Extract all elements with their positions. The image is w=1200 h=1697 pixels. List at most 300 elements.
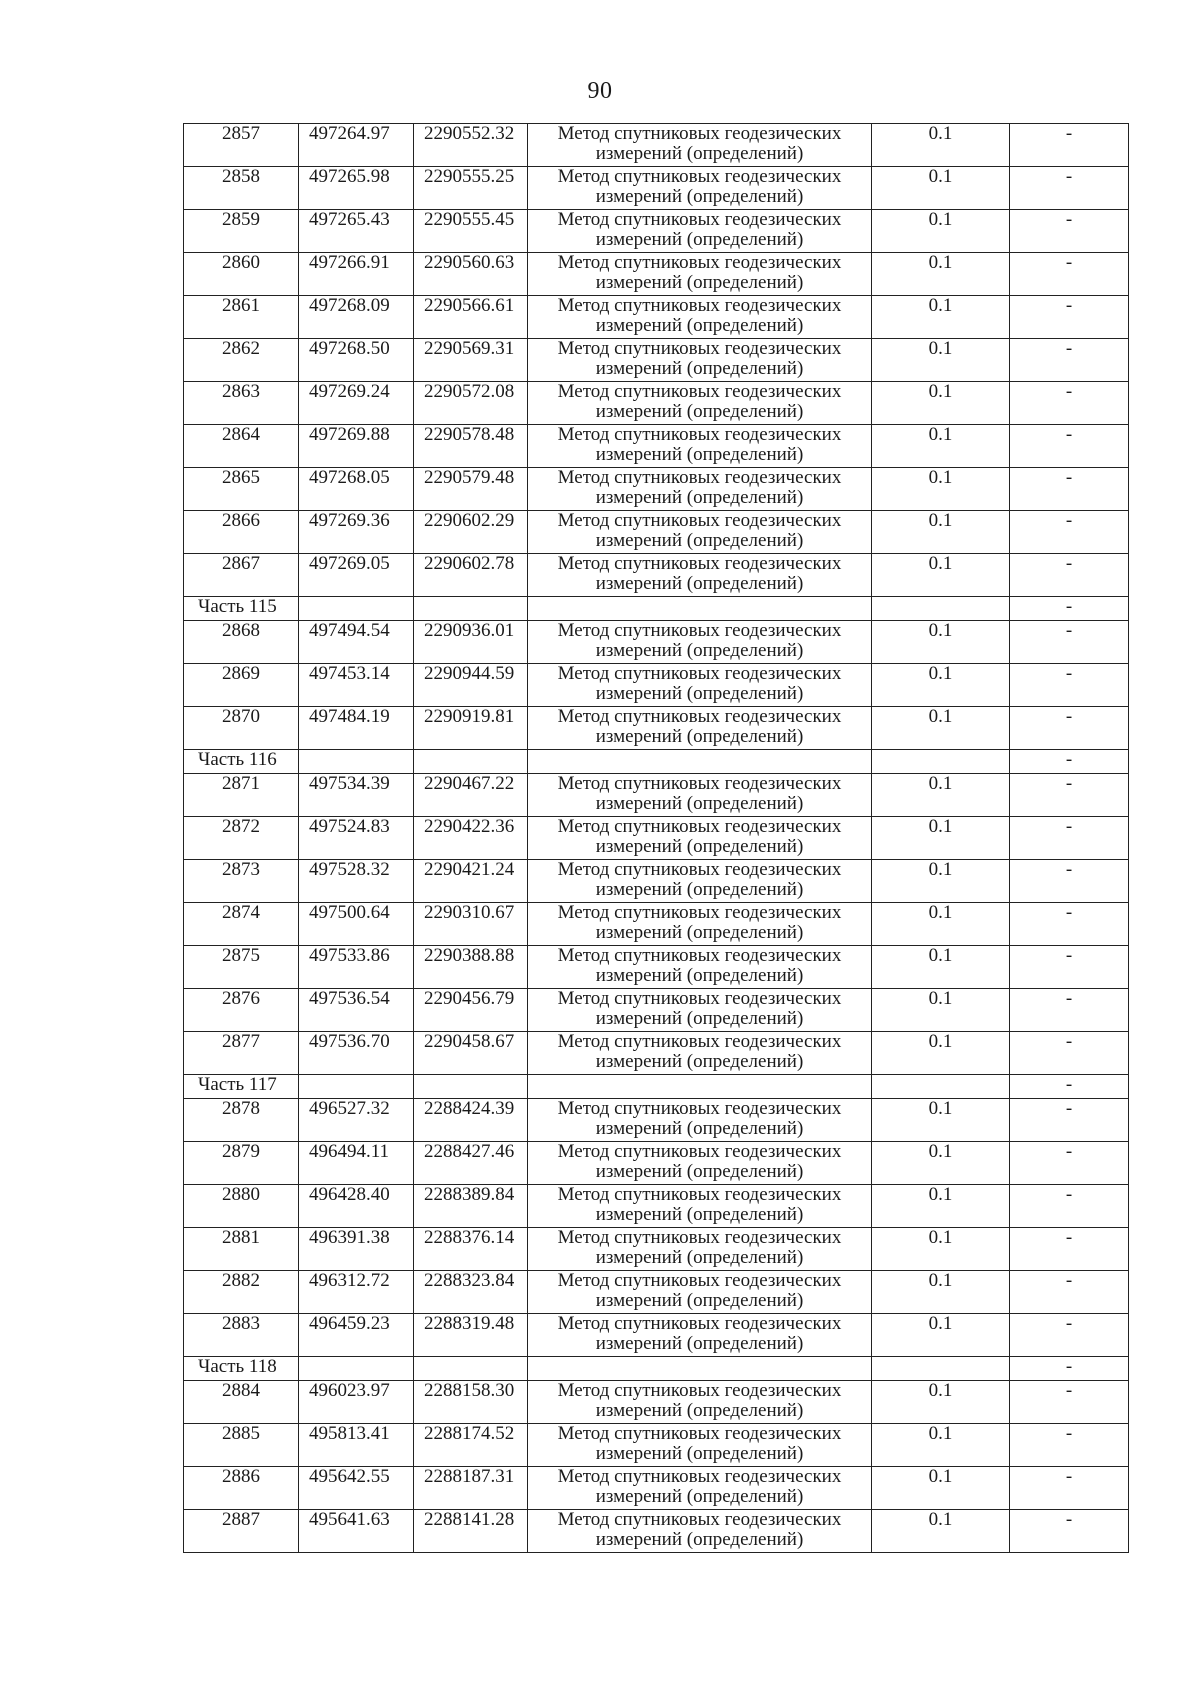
page-number: 90 [587, 78, 613, 104]
note-cell: - [1010, 817, 1129, 860]
method-line: измерений (определений) [595, 1118, 804, 1139]
x-coordinate-cell: 497269.24 [299, 382, 414, 425]
method-line: измерений (определений) [595, 272, 804, 293]
part-label: Часть 116 [184, 750, 299, 774]
y-coordinate-cell: 2290569.31 [414, 339, 528, 382]
part-empty-method-cell [528, 1357, 872, 1381]
method-line: измерений (определений) [595, 573, 804, 594]
method-line: Метод спутниковых геодезических [557, 706, 842, 727]
x-coordinate-cell: 497265.43 [299, 210, 414, 253]
method-cell [528, 210, 872, 253]
point-number-cell: 2861 [184, 296, 299, 339]
x-coordinate-cell: 497268.50 [299, 339, 414, 382]
method-line: измерений (определений) [595, 1008, 804, 1029]
note-cell: - [1010, 903, 1129, 946]
y-coordinate-cell: 2290578.48 [414, 425, 528, 468]
accuracy-cell: 0.1 [872, 1424, 1010, 1467]
method-cell [528, 253, 872, 296]
method-line: измерений (определений) [595, 1290, 804, 1311]
note-cell: - [1010, 946, 1129, 989]
y-coordinate-cell: 2290310.67 [414, 903, 528, 946]
method-line: Метод спутниковых геодезических [557, 816, 842, 837]
note-cell: - [1010, 1424, 1129, 1467]
method-line: измерений (определений) [595, 487, 804, 508]
accuracy-cell: 0.1 [872, 167, 1010, 210]
table-row [184, 124, 1129, 167]
method-line: Метод спутниковых геодезических [557, 1509, 842, 1530]
coordinates-table [183, 123, 1129, 1553]
method-line: Метод спутниковых геодезических [557, 945, 842, 966]
table-row [184, 664, 1129, 707]
x-coordinate-cell: 497536.70 [299, 1032, 414, 1075]
method-cell [528, 1510, 872, 1553]
method-line: Метод спутниковых геодезических [557, 424, 842, 445]
method-line: Метод спутниковых геодезических [557, 1380, 842, 1401]
x-coordinate-cell: 496459.23 [299, 1314, 414, 1357]
note-cell: - [1010, 1185, 1129, 1228]
table-row [184, 296, 1129, 339]
accuracy-cell: 0.1 [872, 1271, 1010, 1314]
x-coordinate-cell: 497524.83 [299, 817, 414, 860]
method-cell [528, 1228, 872, 1271]
point-number-cell: 2876 [184, 989, 299, 1032]
part-header-row [184, 1075, 1129, 1099]
method-line: измерений (определений) [595, 1333, 804, 1354]
part-empty-x-cell [299, 1357, 414, 1381]
note-cell: - [1010, 468, 1129, 511]
method-line: Метод спутниковых геодезических [557, 663, 842, 684]
y-coordinate-cell: 2288141.28 [414, 1510, 528, 1553]
method-line: измерений (определений) [595, 1247, 804, 1268]
method-line: Метод спутниковых геодезических [557, 510, 842, 531]
table-row [184, 817, 1129, 860]
method-line: измерений (определений) [595, 358, 804, 379]
accuracy-cell: 0.1 [872, 860, 1010, 903]
point-number-cell: 2870 [184, 707, 299, 750]
part-note-cell: - [1010, 1075, 1129, 1099]
method-line: измерений (определений) [595, 143, 804, 164]
method-cell [528, 1142, 872, 1185]
method-line: измерений (определений) [595, 879, 804, 900]
method-cell [528, 425, 872, 468]
accuracy-cell: 0.1 [872, 124, 1010, 167]
part-empty-x-cell [299, 597, 414, 621]
point-number-cell: 2882 [184, 1271, 299, 1314]
table-row [184, 1099, 1129, 1142]
method-line: измерений (определений) [595, 922, 804, 943]
x-coordinate-cell: 496527.32 [299, 1099, 414, 1142]
accuracy-cell: 0.1 [872, 1099, 1010, 1142]
table-row [184, 774, 1129, 817]
table-row [184, 1467, 1129, 1510]
table-row [184, 1381, 1129, 1424]
note-cell: - [1010, 554, 1129, 597]
method-line: измерений (определений) [595, 1400, 804, 1421]
point-number-cell: 2883 [184, 1314, 299, 1357]
method-line: Метод спутниковых геодезических [557, 859, 842, 880]
x-coordinate-cell: 496312.72 [299, 1271, 414, 1314]
method-line: Метод спутниковых геодезических [557, 1423, 842, 1444]
accuracy-cell: 0.1 [872, 296, 1010, 339]
part-header-row [184, 597, 1129, 621]
method-line: Метод спутниковых геодезических [557, 166, 842, 187]
table-row [184, 167, 1129, 210]
method-cell [528, 1424, 872, 1467]
x-coordinate-cell: 497264.97 [299, 124, 414, 167]
method-line: Метод спутниковых геодезических [557, 209, 842, 230]
point-number-cell: 2873 [184, 860, 299, 903]
method-line: измерений (определений) [595, 1161, 804, 1182]
point-number-cell: 2866 [184, 511, 299, 554]
method-cell [528, 817, 872, 860]
method-line: Метод спутниковых геодезических [557, 123, 842, 144]
point-number-cell: 2875 [184, 946, 299, 989]
method-cell [528, 554, 872, 597]
method-line: Метод спутниковых геодезических [557, 381, 842, 402]
method-cell [528, 621, 872, 664]
y-coordinate-cell: 2290602.78 [414, 554, 528, 597]
method-line: измерений (определений) [595, 1529, 804, 1550]
point-number-cell: 2879 [184, 1142, 299, 1185]
table-row [184, 253, 1129, 296]
note-cell: - [1010, 707, 1129, 750]
part-label: Часть 117 [184, 1075, 299, 1099]
method-cell [528, 511, 872, 554]
table-row [184, 860, 1129, 903]
part-label: Часть 118 [184, 1357, 299, 1381]
method-line: измерений (определений) [595, 726, 804, 747]
point-number-cell: 2862 [184, 339, 299, 382]
y-coordinate-cell: 2290421.24 [414, 860, 528, 903]
method-cell [528, 1271, 872, 1314]
point-number-cell: 2872 [184, 817, 299, 860]
table-row [184, 946, 1129, 989]
method-line: измерений (определений) [595, 1443, 804, 1464]
note-cell: - [1010, 1510, 1129, 1553]
note-cell: - [1010, 253, 1129, 296]
accuracy-cell: 0.1 [872, 903, 1010, 946]
part-empty-accuracy-cell [872, 750, 1010, 774]
method-line: Метод спутниковых геодезических [557, 773, 842, 794]
part-empty-method-cell [528, 597, 872, 621]
accuracy-cell: 0.1 [872, 1314, 1010, 1357]
point-number-cell: 2878 [184, 1099, 299, 1142]
part-note-cell: - [1010, 597, 1129, 621]
x-coordinate-cell: 497266.91 [299, 253, 414, 296]
y-coordinate-cell: 2290919.81 [414, 707, 528, 750]
method-line: измерений (определений) [595, 401, 804, 422]
method-line: Метод спутниковых геодезических [557, 1098, 842, 1119]
table-row [184, 511, 1129, 554]
method-line: Метод спутниковых геодезических [557, 1227, 842, 1248]
table-row [184, 1424, 1129, 1467]
method-line: Метод спутниковых геодезических [557, 620, 842, 641]
x-coordinate-cell: 497269.05 [299, 554, 414, 597]
table-row [184, 1228, 1129, 1271]
x-coordinate-cell: 497528.32 [299, 860, 414, 903]
table-row [184, 1142, 1129, 1185]
method-line: измерений (определений) [595, 229, 804, 250]
note-cell: - [1010, 296, 1129, 339]
note-cell: - [1010, 664, 1129, 707]
method-cell [528, 339, 872, 382]
note-cell: - [1010, 1381, 1129, 1424]
part-empty-x-cell [299, 1075, 414, 1099]
method-line: измерений (определений) [595, 836, 804, 857]
accuracy-cell: 0.1 [872, 707, 1010, 750]
method-line: Метод спутниковых геодезических [557, 988, 842, 1009]
accuracy-cell: 0.1 [872, 1228, 1010, 1271]
x-coordinate-cell: 497453.14 [299, 664, 414, 707]
method-cell [528, 774, 872, 817]
method-line: Метод спутниковых геодезических [557, 467, 842, 488]
method-line: измерений (определений) [595, 965, 804, 986]
table-row [184, 707, 1129, 750]
point-number-cell: 2865 [184, 468, 299, 511]
part-empty-method-cell [528, 1075, 872, 1099]
accuracy-cell: 0.1 [872, 425, 1010, 468]
note-cell: - [1010, 1228, 1129, 1271]
point-number-cell: 2881 [184, 1228, 299, 1271]
y-coordinate-cell: 2288158.30 [414, 1381, 528, 1424]
note-cell: - [1010, 124, 1129, 167]
point-number-cell: 2859 [184, 210, 299, 253]
point-number-cell: 2868 [184, 621, 299, 664]
x-coordinate-cell: 497484.19 [299, 707, 414, 750]
method-cell [528, 860, 872, 903]
y-coordinate-cell: 2290579.48 [414, 468, 528, 511]
point-number-cell: 2867 [184, 554, 299, 597]
x-coordinate-cell: 497500.64 [299, 903, 414, 946]
y-coordinate-cell: 2290602.29 [414, 511, 528, 554]
table-row [184, 425, 1129, 468]
method-line: измерений (определений) [595, 1051, 804, 1072]
accuracy-cell: 0.1 [872, 621, 1010, 664]
x-coordinate-cell: 497494.54 [299, 621, 414, 664]
table-row [184, 1032, 1129, 1075]
x-coordinate-cell: 496023.97 [299, 1381, 414, 1424]
method-line: Метод спутниковых геодезических [557, 553, 842, 574]
note-cell: - [1010, 1099, 1129, 1142]
y-coordinate-cell: 2290388.88 [414, 946, 528, 989]
part-empty-y-cell [414, 1075, 528, 1099]
table-row [184, 339, 1129, 382]
part-empty-x-cell [299, 750, 414, 774]
method-line: измерений (определений) [595, 793, 804, 814]
method-line: измерений (определений) [595, 530, 804, 551]
x-coordinate-cell: 497534.39 [299, 774, 414, 817]
x-coordinate-cell: 497536.54 [299, 989, 414, 1032]
method-cell [528, 989, 872, 1032]
point-number-cell: 2884 [184, 1381, 299, 1424]
point-number-cell: 2874 [184, 903, 299, 946]
accuracy-cell: 0.1 [872, 1467, 1010, 1510]
x-coordinate-cell: 497268.05 [299, 468, 414, 511]
accuracy-cell: 0.1 [872, 339, 1010, 382]
accuracy-cell: 0.1 [872, 989, 1010, 1032]
point-number-cell: 2864 [184, 425, 299, 468]
part-header-row [184, 1357, 1129, 1381]
table-row [184, 989, 1129, 1032]
point-number-cell: 2858 [184, 167, 299, 210]
accuracy-cell: 0.1 [872, 1142, 1010, 1185]
method-cell [528, 946, 872, 989]
x-coordinate-cell: 497533.86 [299, 946, 414, 989]
method-cell [528, 296, 872, 339]
point-number-cell: 2869 [184, 664, 299, 707]
method-line: Метод спутниковых геодезических [557, 1466, 842, 1487]
table-row [184, 903, 1129, 946]
y-coordinate-cell: 2288323.84 [414, 1271, 528, 1314]
note-cell: - [1010, 1271, 1129, 1314]
y-coordinate-cell: 2288187.31 [414, 1467, 528, 1510]
method-line: Метод спутниковых геодезических [557, 295, 842, 316]
note-cell: - [1010, 1032, 1129, 1075]
note-cell: - [1010, 382, 1129, 425]
accuracy-cell: 0.1 [872, 817, 1010, 860]
note-cell: - [1010, 1314, 1129, 1357]
y-coordinate-cell: 2290552.32 [414, 124, 528, 167]
part-empty-accuracy-cell [872, 1357, 1010, 1381]
method-line: измерений (определений) [595, 640, 804, 661]
accuracy-cell: 0.1 [872, 664, 1010, 707]
x-coordinate-cell: 496494.11 [299, 1142, 414, 1185]
note-cell: - [1010, 210, 1129, 253]
method-line: Метод спутниковых геодезических [557, 338, 842, 359]
x-coordinate-cell: 497265.98 [299, 167, 414, 210]
accuracy-cell: 0.1 [872, 774, 1010, 817]
point-number-cell: 2880 [184, 1185, 299, 1228]
y-coordinate-cell: 2290936.01 [414, 621, 528, 664]
y-coordinate-cell: 2288376.14 [414, 1228, 528, 1271]
accuracy-cell: 0.1 [872, 468, 1010, 511]
method-line: измерений (определений) [595, 683, 804, 704]
note-cell: - [1010, 860, 1129, 903]
method-line: измерений (определений) [595, 444, 804, 465]
accuracy-cell: 0.1 [872, 382, 1010, 425]
accuracy-cell: 0.1 [872, 253, 1010, 296]
note-cell: - [1010, 774, 1129, 817]
x-coordinate-cell: 496428.40 [299, 1185, 414, 1228]
y-coordinate-cell: 2288389.84 [414, 1185, 528, 1228]
x-coordinate-cell: 495813.41 [299, 1424, 414, 1467]
method-cell [528, 124, 872, 167]
method-cell [528, 903, 872, 946]
method-line: Метод спутниковых геодезических [557, 902, 842, 923]
x-coordinate-cell: 496391.38 [299, 1228, 414, 1271]
accuracy-cell: 0.1 [872, 210, 1010, 253]
y-coordinate-cell: 2288319.48 [414, 1314, 528, 1357]
x-coordinate-cell: 497268.09 [299, 296, 414, 339]
part-empty-accuracy-cell [872, 597, 1010, 621]
point-number-cell: 2857 [184, 124, 299, 167]
method-cell [528, 167, 872, 210]
note-cell: - [1010, 167, 1129, 210]
x-coordinate-cell: 495642.55 [299, 1467, 414, 1510]
method-line: измерений (определений) [595, 1486, 804, 1507]
part-empty-y-cell [414, 597, 528, 621]
accuracy-cell: 0.1 [872, 1185, 1010, 1228]
table-row [184, 554, 1129, 597]
method-cell [528, 1314, 872, 1357]
y-coordinate-cell: 2290422.36 [414, 817, 528, 860]
part-empty-y-cell [414, 750, 528, 774]
coordinates-table-body [184, 124, 1129, 1553]
table-row [184, 1314, 1129, 1357]
y-coordinate-cell: 2288427.46 [414, 1142, 528, 1185]
method-cell [528, 1099, 872, 1142]
method-cell [528, 1032, 872, 1075]
note-cell: - [1010, 511, 1129, 554]
method-line: Метод спутниковых геодезических [557, 1313, 842, 1334]
part-note-cell: - [1010, 750, 1129, 774]
table-row [184, 1271, 1129, 1314]
y-coordinate-cell: 2290458.67 [414, 1032, 528, 1075]
table-row [184, 1510, 1129, 1553]
method-line: Метод спутниковых геодезических [557, 1031, 842, 1052]
y-coordinate-cell: 2288174.52 [414, 1424, 528, 1467]
note-cell: - [1010, 425, 1129, 468]
point-number-cell: 2863 [184, 382, 299, 425]
method-cell [528, 1381, 872, 1424]
point-number-cell: 2877 [184, 1032, 299, 1075]
y-coordinate-cell: 2290555.45 [414, 210, 528, 253]
y-coordinate-cell: 2290566.61 [414, 296, 528, 339]
note-cell: - [1010, 1142, 1129, 1185]
part-empty-accuracy-cell [872, 1075, 1010, 1099]
note-cell: - [1010, 621, 1129, 664]
accuracy-cell: 0.1 [872, 1510, 1010, 1553]
method-line: Метод спутниковых геодезических [557, 1270, 842, 1291]
point-number-cell: 2886 [184, 1467, 299, 1510]
part-note-cell: - [1010, 1357, 1129, 1381]
y-coordinate-cell: 2290572.08 [414, 382, 528, 425]
method-line: Метод спутниковых геодезических [557, 252, 842, 273]
method-line: измерений (определений) [595, 186, 804, 207]
table-row [184, 468, 1129, 511]
accuracy-cell: 0.1 [872, 1032, 1010, 1075]
note-cell: - [1010, 339, 1129, 382]
note-cell: - [1010, 989, 1129, 1032]
point-number-cell: 2885 [184, 1424, 299, 1467]
method-cell [528, 664, 872, 707]
method-cell [528, 707, 872, 750]
method-cell [528, 1185, 872, 1228]
part-empty-method-cell [528, 750, 872, 774]
x-coordinate-cell: 495641.63 [299, 1510, 414, 1553]
part-empty-y-cell [414, 1357, 528, 1381]
x-coordinate-cell: 497269.36 [299, 511, 414, 554]
point-number-cell: 2871 [184, 774, 299, 817]
part-label: Часть 115 [184, 597, 299, 621]
accuracy-cell: 0.1 [872, 1381, 1010, 1424]
part-header-row [184, 750, 1129, 774]
method-cell [528, 468, 872, 511]
accuracy-cell: 0.1 [872, 554, 1010, 597]
accuracy-cell: 0.1 [872, 511, 1010, 554]
method-line: Метод спутниковых геодезических [557, 1141, 842, 1162]
method-cell [528, 1467, 872, 1510]
accuracy-cell: 0.1 [872, 946, 1010, 989]
y-coordinate-cell: 2290560.63 [414, 253, 528, 296]
point-number-cell: 2887 [184, 1510, 299, 1553]
table-row [184, 1185, 1129, 1228]
x-coordinate-cell: 497269.88 [299, 425, 414, 468]
method-line: Метод спутниковых геодезических [557, 1184, 842, 1205]
method-line: измерений (определений) [595, 1204, 804, 1225]
note-cell: - [1010, 1467, 1129, 1510]
y-coordinate-cell: 2290944.59 [414, 664, 528, 707]
